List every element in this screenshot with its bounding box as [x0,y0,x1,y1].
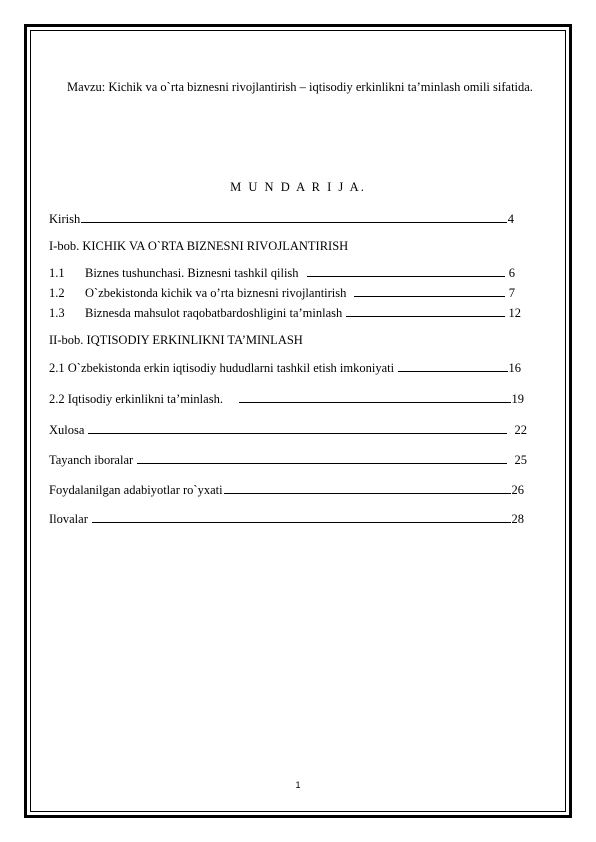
toc-entry-text: Xulosa [49,423,85,437]
toc-entry-page: 6 [508,266,515,280]
toc-entry-text: Tayanch iboralar [49,453,134,467]
toc-entry-number: 1.3 [49,306,65,320]
toc-leader-line [137,463,506,464]
toc-entry-text: Foydalanilgan adabiyotlar ro`yxati [49,483,223,497]
toc-entry-number: 1.1 [49,266,65,280]
page-border-inner [30,30,566,812]
toc-entry-kirish[interactable] [49,211,514,227]
toc-entry-xulosa[interactable] [49,422,527,438]
toc-entry-text: Ilovalar [49,512,88,526]
toc-entry-text: I-bob. KICHIK VA O`RTA BIZNESNI RIVOJLANTIRISH [49,239,349,253]
toc-entry-text: 2.1 O`zbekistonda erkin iqtisodiy hududlarni tashkil etish imkoniyati [49,361,395,375]
toc-entry-text: 2.2 Iqtisodiy erkinlikni ta’minlash. [49,392,223,406]
toc-entry-1-3[interactable] [49,305,521,321]
toc-leader-line [224,493,511,494]
toc-entry-ilovalar[interactable] [49,511,524,527]
toc-chapter-2[interactable] [49,332,303,348]
toc-entry-1-1[interactable] [49,265,515,281]
toc-entry-page: 19 [511,392,524,406]
toc-entry-adabiyotlar[interactable] [49,482,524,498]
document-topic: Mavzu: Kichik va o`rta biznesni rivojlantirish – iqtisodiy erkinlikni ta’minlash omili sifatida. [67,80,533,94]
toc-leader-line [88,433,506,434]
toc-entry-2-2[interactable] [49,391,524,407]
toc-entry-tayanch-iboralar[interactable] [49,452,527,468]
toc-entry-text: II-bob. IQTISODIY ERKINLIKNI TA’MINLASH [49,333,303,347]
toc-entry-2-1[interactable] [49,360,521,376]
toc-entry-page: 26 [511,483,524,497]
page-number: 1 [295,780,301,790]
toc-title: M U N D A R I J A. [230,180,366,194]
toc-leader-line [398,371,507,372]
toc-entry-page: 28 [511,512,524,526]
toc-entry-1-2[interactable] [49,285,515,301]
toc-leader-line [354,296,504,297]
toc-leader-line [92,522,511,523]
toc-entry-page: 16 [508,361,521,375]
toc-entry-page: 22 [514,423,527,437]
toc-entry-page: 4 [507,212,514,226]
toc-entry-number: 1.2 [49,286,65,300]
toc-entry-page: 12 [508,306,521,320]
toc-entry-page: 7 [508,286,515,300]
toc-entry-text: Kirish [49,212,81,226]
toc-entry-text: O`zbekistonda kichik va o’rta biznesni rivojlantirish [85,286,347,300]
toc-leader-line [346,316,504,317]
toc-entry-text: Biznesda mahsulot raqobatbardoshligini ta’minlash [85,306,343,320]
toc-leader-line [307,276,505,277]
toc-leader-line [239,402,511,403]
toc-leader-line [81,222,507,223]
toc-entry-text: Biznes tushunchasi. Biznesni tashkil qilish [85,266,299,280]
toc-chapter-1[interactable] [49,238,348,254]
toc-entry-page: 25 [514,453,527,467]
